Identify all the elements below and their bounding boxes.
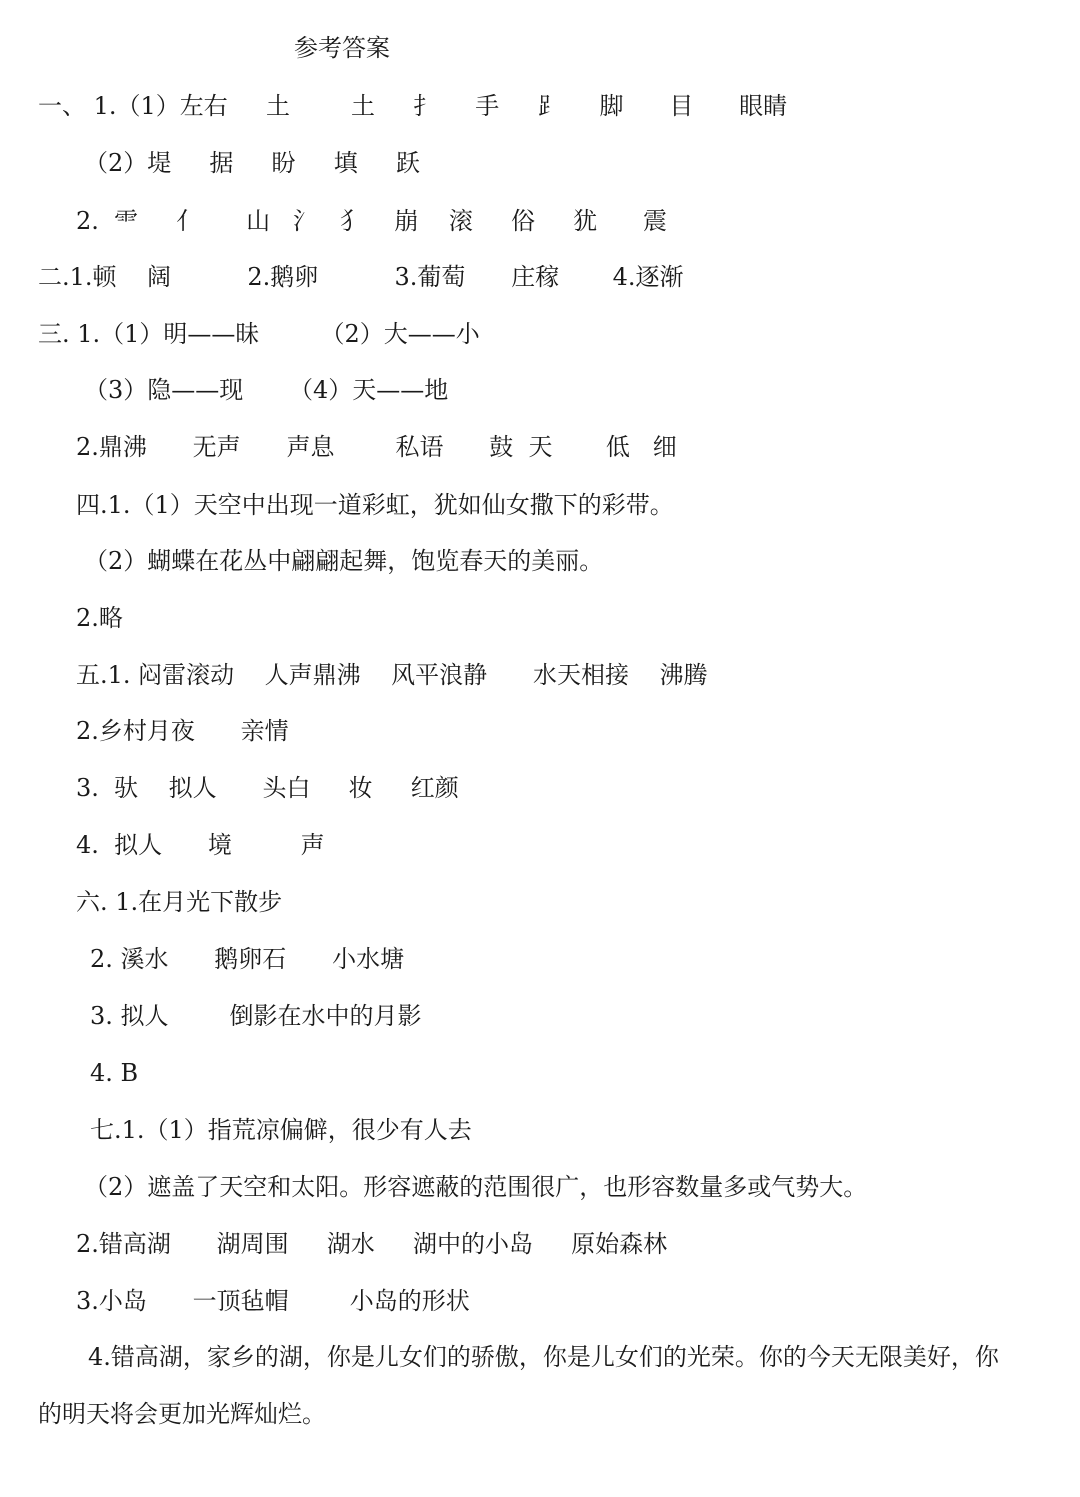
answer-line-6-4: 4. B: [90, 1059, 139, 1087]
answer-line-3-2: （3）隐——现 （4）天——地: [84, 376, 449, 404]
answer-line-6-3: 3. 拟人 倒影在水中的月影: [90, 1002, 422, 1030]
answer-line-2-1: 二.1.顿 阔 2.鹅卵 3.葡萄 庄稼 4.逐渐: [38, 263, 684, 291]
page-title: 参考答案: [294, 34, 390, 62]
answer-line-1-2: （2）堤 据 盼 填 跃: [84, 149, 420, 177]
answer-line-6-1: 六. 1.在月光下散步: [76, 888, 283, 916]
answer-line-5-4: 4. 拟人 境 声: [76, 831, 325, 859]
answer-line-5-1: 五.1. 闷雷滚动 人声鼎沸 风平浪静 水天相接 沸腾: [76, 661, 708, 689]
answer-line-6-2: 2. 溪水 鹅卵石 小水塘: [90, 945, 405, 973]
answer-line-4-3: 2.略: [76, 604, 123, 632]
answer-line-1-1: 一、 1.（1）左右 土 土 扌 手 ⻊ 脚 目 眼睛: [38, 92, 788, 120]
answer-line-5-2: 2.乡村月夜 亲情: [76, 717, 289, 745]
answer-line-7-1: 七.1.（1）指荒凉偏僻，很少有人去: [90, 1116, 472, 1144]
answer-line-7-3: 2.错高湖 湖周围 湖水 湖中的小岛 原始森林: [76, 1230, 668, 1258]
answer-line-3-3: 2.鼎沸 无声 声息 私语 鼓 天 低 细: [76, 433, 677, 461]
answer-line-1-3: 2. ⻗ 亻 山 氵 犭 崩 滚 俗 犹 震: [76, 207, 667, 235]
answer-line-3-1: 三. 1.（1）明——昧 （2）大——小: [38, 320, 480, 348]
answer-line-5-3: 3. 驮 拟人 头白 妆 红颜: [76, 774, 459, 802]
answer-line-7-4: 3.小岛 一顶毡帽 小岛的形状: [76, 1287, 470, 1315]
answer-line-7-5a: 4.错高湖，家乡的湖，你是儿女们的骄傲，你是儿女们的光荣。你的今天无限美好，你: [88, 1343, 999, 1371]
answer-line-7-5b: 的明天将会更加光辉灿烂。: [38, 1400, 326, 1428]
answer-line-7-2: （2）遮盖了天空和太阳。形容遮蔽的范围很广，也形容数量多或气势大。: [84, 1173, 868, 1201]
answer-line-4-1: 四.1.（1）天空中出现一道彩虹，犹如仙女撒下的彩带。: [76, 491, 674, 519]
answer-line-4-2: （2）蝴蝶在花丛中翩翩起舞，饱览春天的美丽。: [84, 547, 604, 575]
